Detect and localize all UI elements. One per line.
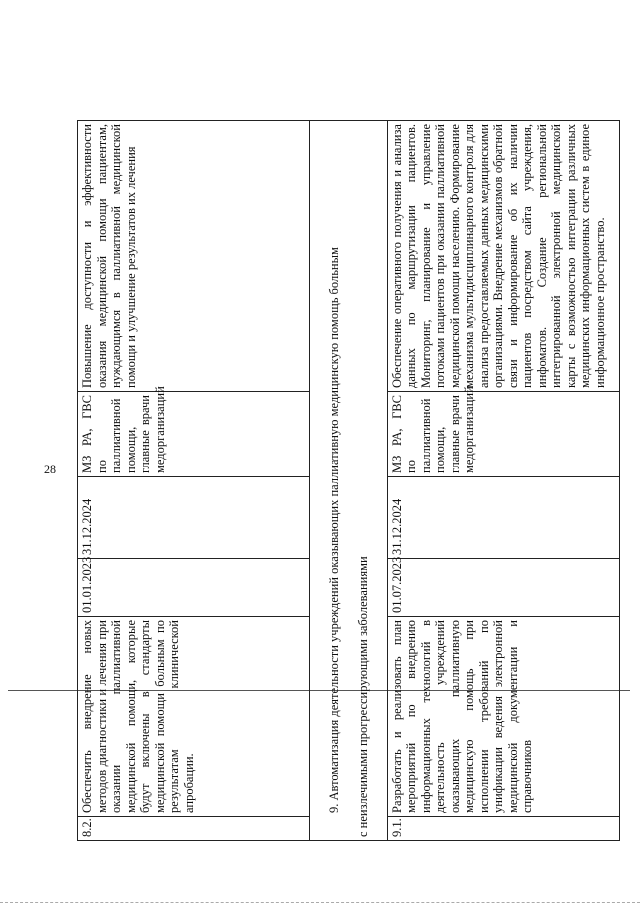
measure-text: Обеспечить внедрение новых методов диагностики и лечения при оказании паллиативной медицинской помощи, которые будут включены в стандарты медицинской помощи больным по результатам клинической апробации. bbox=[78, 617, 310, 817]
measures-table bbox=[77, 120, 620, 841]
table-row-8-2 bbox=[78, 121, 310, 841]
start-date: 01.01.2023 bbox=[78, 559, 310, 617]
row-number: 9.1. bbox=[387, 817, 619, 841]
section-heading bbox=[310, 121, 388, 841]
end-date: 31.12.2024 bbox=[78, 477, 310, 559]
end-date: 31.12.2024 bbox=[387, 477, 619, 559]
expected-result: Обеспечение оперативного получения и анализа данных по маршрутизации пациентов. Мониторинг, планирование и управление потоками пациентов при оказании паллиативной медицинской помощи населению. Формирование механизма мультидисциплинарного контроля для анализа предоставляемых данных медицинскими организациями. Внедрение механизмов обратной связи и информирование об их наличии пациентов посредством сайта учреждения, инфоматов. Создание региональной интегрированной электронной медицинской карты с возможностью интеграции различных медицинских информационных систем в единое информационное пространство. bbox=[387, 121, 619, 392]
table-row-9-1 bbox=[387, 121, 619, 841]
section-heading-line2: с неизлечимыми прогрессирующими заболеваниями bbox=[355, 556, 370, 837]
start-date: 01.07.2023 bbox=[387, 559, 619, 617]
row-number: 8.2. bbox=[78, 817, 310, 841]
section-row-9 bbox=[310, 121, 388, 841]
responsible: МЗ РА, ГВС по паллиативной помощи, главные врачи медорганизаций bbox=[78, 392, 310, 477]
page-number: 28 bbox=[44, 462, 56, 476]
measure-text: Разработать и реализовать план мероприятий по внедрению информационных технологий в деятельность учреждений оказывающих паллиативную медицинскую помощь при исполнении требований по унификации ведения электронной медицинской документации и справочников bbox=[387, 617, 619, 817]
expected-result: Повышение доступности и эффективности оказания медицинской помощи пациентам, нуждающимся в паллиативной медицинской помощи и улучшение результатов их лечения bbox=[78, 121, 310, 392]
section-heading-line1: 9. Автоматизация деятельности учреждений оказывающих паллиативную медицинскую помощь больным bbox=[326, 247, 341, 813]
bottom-dashed-rule bbox=[0, 902, 640, 903]
rotated-page bbox=[77, 121, 607, 841]
responsible: МЗ РА, ГВС по паллиативной помощи, главные врачи медорганизаций bbox=[387, 392, 619, 477]
